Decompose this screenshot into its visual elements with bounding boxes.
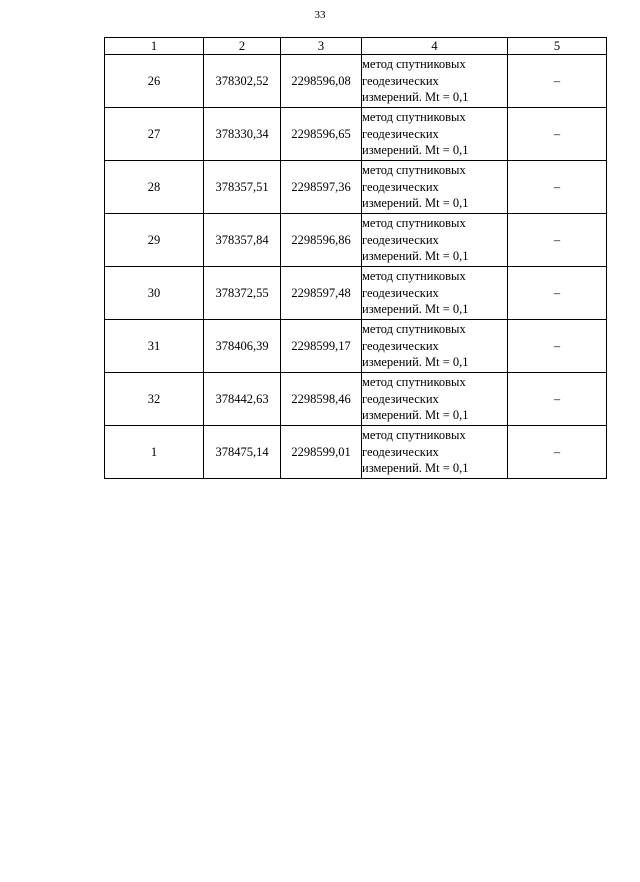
coordinate-x-cell: 378475,14 — [204, 426, 281, 479]
method-text-line: геодезических — [362, 285, 439, 300]
coordinate-y-cell: 2298599,17 — [281, 320, 362, 373]
method-text-line: измерений. Mt = 0,1 — [362, 143, 469, 158]
method-text-line: геодезических — [362, 179, 439, 194]
coordinate-x-cell: 378442,63 — [204, 373, 281, 426]
table-body — [105, 55, 607, 479]
note-cell: – — [508, 373, 607, 426]
method-cell — [362, 214, 508, 267]
point-number-cell: 32 — [105, 373, 204, 426]
coordinate-y-cell: 2298597,48 — [281, 267, 362, 320]
method-cell — [362, 108, 508, 161]
coordinate-y-cell: 2298596,08 — [281, 55, 362, 108]
method-text-line: метод спутниковых — [362, 110, 466, 125]
method-text-line: геодезических — [362, 232, 439, 247]
table-row — [105, 161, 607, 214]
page-number: 33 — [314, 9, 326, 21]
coordinate-x-cell: 378357,84 — [204, 214, 281, 267]
method-text-line: геодезических — [362, 73, 439, 88]
column-header-3: 3 — [281, 38, 362, 55]
table-row — [105, 214, 607, 267]
coordinate-x-cell: 378302,52 — [204, 55, 281, 108]
coordinate-x-cell: 378372,55 — [204, 267, 281, 320]
method-text-line: измерений. Mt = 0,1 — [362, 196, 469, 211]
method-text-line: метод спутниковых — [362, 163, 466, 178]
note-cell: – — [508, 161, 607, 214]
coordinate-y-cell: 2298596,65 — [281, 108, 362, 161]
point-number-cell: 30 — [105, 267, 204, 320]
coordinate-y-cell: 2298596,86 — [281, 214, 362, 267]
method-text-line: метод спутниковых — [362, 428, 466, 443]
table-row — [105, 55, 607, 108]
method-text-line: метод спутниковых — [362, 375, 466, 390]
coordinate-y-cell: 2298598,46 — [281, 373, 362, 426]
coordinate-x-cell: 378406,39 — [204, 320, 281, 373]
method-cell — [362, 55, 508, 108]
column-header-4: 4 — [362, 38, 508, 55]
method-cell — [362, 373, 508, 426]
method-cell — [362, 426, 508, 479]
method-text-line: геодезических — [362, 338, 439, 353]
point-number-cell: 26 — [105, 55, 204, 108]
method-text-line: геодезических — [362, 391, 439, 406]
table-row — [105, 267, 607, 320]
coordinate-x-cell: 378357,51 — [204, 161, 281, 214]
point-number-cell: 31 — [105, 320, 204, 373]
method-text-line: измерений. Mt = 0,1 — [362, 249, 469, 264]
note-cell: – — [508, 55, 607, 108]
table-row — [105, 108, 607, 161]
method-text-line: геодезических — [362, 126, 439, 141]
note-cell: – — [508, 426, 607, 479]
method-text-line: измерений. Mt = 0,1 — [362, 90, 469, 105]
note-cell: – — [508, 267, 607, 320]
table-row — [105, 426, 607, 479]
note-cell: – — [508, 214, 607, 267]
point-number-cell: 28 — [105, 161, 204, 214]
method-text-line: измерений. Mt = 0,1 — [362, 355, 469, 370]
method-text-line: метод спутниковых — [362, 322, 466, 337]
column-header-1: 1 — [105, 38, 204, 55]
table-row — [105, 320, 607, 373]
point-number-cell: 1 — [105, 426, 204, 479]
method-cell — [362, 320, 508, 373]
method-text-line: метод спутниковых — [362, 57, 466, 72]
method-text-line: метод спутниковых — [362, 269, 466, 284]
method-text-line: метод спутниковых — [362, 216, 466, 231]
column-header-2: 2 — [204, 38, 281, 55]
method-text-line: измерений. Mt = 0,1 — [362, 302, 469, 317]
point-number-cell: 27 — [105, 108, 204, 161]
note-cell: – — [508, 108, 607, 161]
coordinate-y-cell: 2298599,01 — [281, 426, 362, 479]
column-header-5: 5 — [508, 38, 607, 55]
point-number-cell: 29 — [105, 214, 204, 267]
table-header-row — [105, 38, 607, 55]
coordinates-table — [104, 37, 607, 479]
note-cell: – — [508, 320, 607, 373]
table-row — [105, 373, 607, 426]
method-text-line: геодезических — [362, 444, 439, 459]
method-text-line: измерений. Mt = 0,1 — [362, 461, 469, 476]
method-text-line: измерений. Mt = 0,1 — [362, 408, 469, 423]
method-cell — [362, 267, 508, 320]
method-cell — [362, 161, 508, 214]
coordinate-x-cell: 378330,34 — [204, 108, 281, 161]
coordinate-y-cell: 2298597,36 — [281, 161, 362, 214]
